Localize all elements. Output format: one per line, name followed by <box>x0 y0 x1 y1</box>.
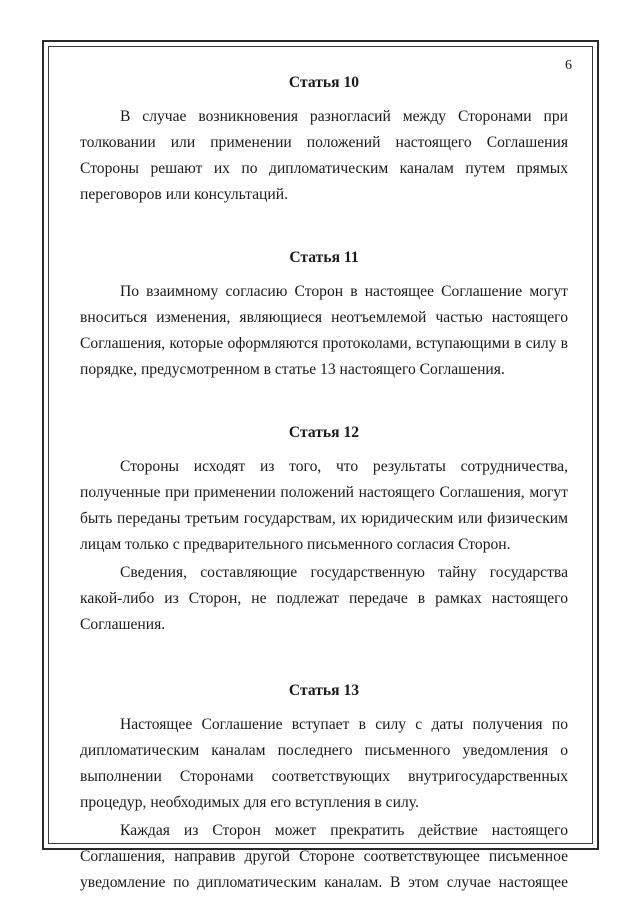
article-heading: Статья 13 <box>288 682 360 699</box>
article-12 <box>80 420 568 638</box>
article-13 <box>80 678 568 896</box>
document-body <box>80 70 568 896</box>
article-paragraph: Сведения, составляющие государственную тайну государства какой-либо из Сторон, не подлежат передаче в рамках настоящего Соглашения. <box>80 564 568 633</box>
article-paragraph: Стороны исходят из того, что результаты сотрудничества, полученные при применении положений настоящего Соглашения, могут быть переданы третьим государствам, их юридическим или физическим лицам только с предварительного письменного согласия Сторон. <box>80 458 568 553</box>
article-heading: Статья 11 <box>289 249 359 266</box>
article-paragraph: Каждая из Сторон может прекратить действие настоящего Соглашения, направив другой Стороне соответствующее письменное уведомление по дипломатическим каналам. В этом случае настоящее <box>80 822 568 891</box>
article-paragraph: По взаимному согласию Сторон в настоящее Соглашение могут вноситься изменения, являющиеся неотъемлемой частью настоящего Соглашения, которые оформляются протоколами, вступающими в силу в порядке, предусмотренном в статье 13 настоящего Соглашения. <box>80 283 568 378</box>
article-heading: Статья 12 <box>288 424 360 441</box>
article-11 <box>80 245 568 383</box>
article-paragraph: Настоящее Соглашение вступает в силу с даты получения по дипломатическим каналам последнего письменного уведомления о выполнении Сторонами соответствующих внутригосударственных процедур, необходимых для его вступления в силу. <box>80 716 568 811</box>
article-10 <box>80 70 568 208</box>
page-number: 6 <box>565 58 572 73</box>
article-paragraph: В случае возникновения разногласий между Сторонами при толковании или применении положений настоящего Соглашения Стороны решают их по дипломатическим каналам путем прямых переговоров или консультаций. <box>80 108 568 203</box>
article-heading: Статья 10 <box>288 74 360 91</box>
